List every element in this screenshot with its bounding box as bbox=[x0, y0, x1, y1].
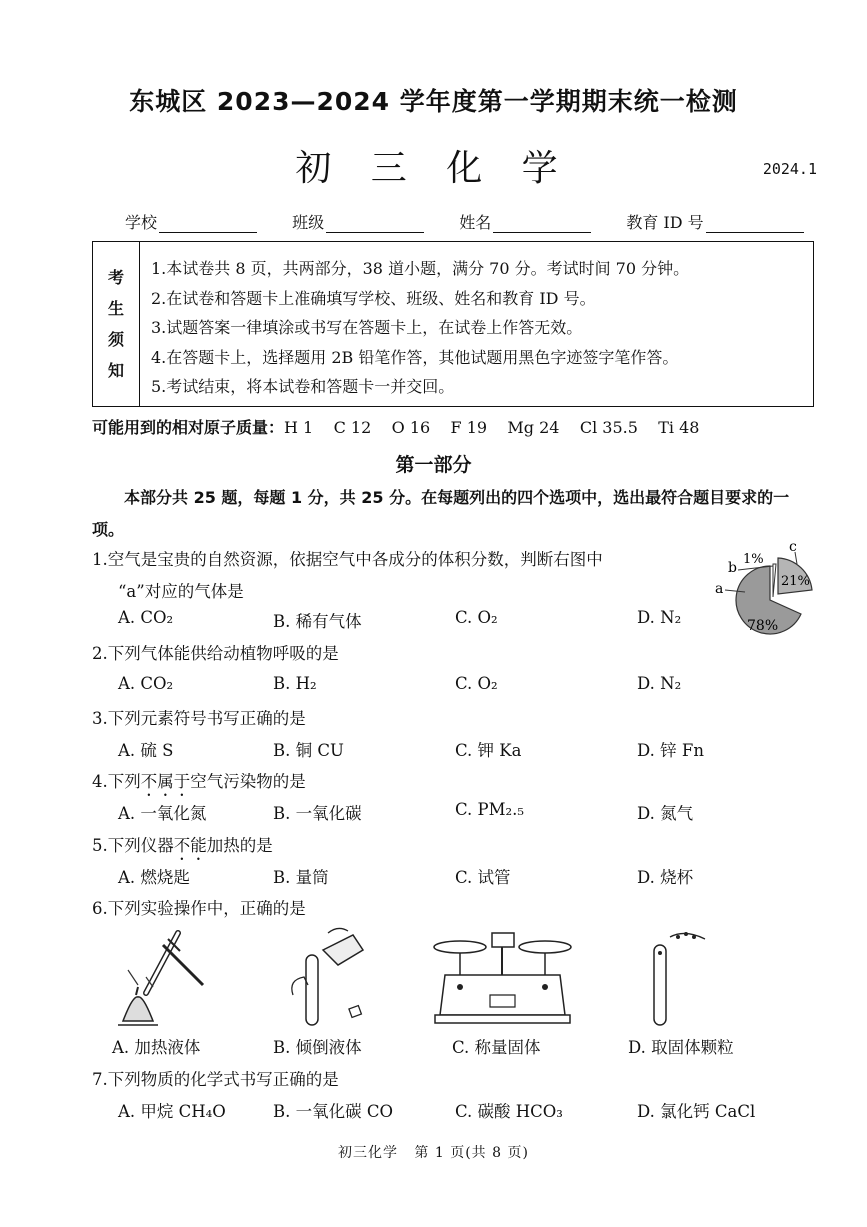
q2-option-b[interactable]: B. H₂ bbox=[273, 674, 317, 693]
school-field[interactable] bbox=[125, 210, 257, 233]
subject-title: 初 三 化 学 bbox=[295, 148, 572, 189]
q4-option-a[interactable]: A. 一氧化氮 bbox=[118, 804, 207, 823]
q5-option-d[interactable]: D. 烧杯 bbox=[637, 868, 694, 887]
q5-stem bbox=[92, 832, 273, 864]
q6-option-c[interactable]: C. 称量固体 bbox=[452, 1038, 541, 1057]
class-label: 班级 bbox=[292, 213, 325, 232]
exam-title: 东城区 2023—2024 学年度第一学期期末统一检测 bbox=[129, 87, 738, 116]
label-a: a bbox=[715, 581, 724, 597]
q4-stem-post: 空气污染物的是 bbox=[190, 772, 306, 791]
q2-stem: 2.下列气体能供给动植物呼吸的是 bbox=[92, 644, 339, 663]
education-id-field[interactable] bbox=[626, 210, 803, 233]
pie-sector-b bbox=[773, 564, 776, 597]
school-label: 学校 bbox=[125, 213, 158, 232]
notice-label-char: 考 bbox=[107, 268, 124, 287]
part-one-title: 第一部分 bbox=[395, 454, 472, 476]
q4-stem bbox=[92, 768, 306, 800]
q3-option-b[interactable]: B. 铜 CU bbox=[273, 741, 344, 760]
q1-option-b[interactable]: B. 稀有气体 bbox=[273, 612, 362, 631]
pct-a: 78% bbox=[747, 618, 779, 634]
notice-items bbox=[151, 254, 689, 402]
taking-solid-granules-illustration bbox=[630, 925, 730, 1035]
atomic-mass-line bbox=[92, 415, 699, 438]
class-field[interactable] bbox=[292, 210, 424, 233]
student-info-fields bbox=[125, 210, 804, 233]
q3-stem: 3.下列元素符号书写正确的是 bbox=[92, 709, 306, 728]
q6-option-d[interactable]: D. 取固体颗粒 bbox=[628, 1038, 734, 1057]
pouring-liquid-illustration bbox=[268, 925, 378, 1035]
q7-option-b[interactable]: B. 一氧化碳 CO bbox=[273, 1102, 394, 1121]
q7-option-c[interactable]: C. 碳酸 HCO₃ bbox=[455, 1102, 563, 1121]
name-label: 姓名 bbox=[459, 213, 492, 232]
q3-option-c[interactable]: C. 钾 Ka bbox=[455, 741, 522, 760]
heating-liquid-illustration bbox=[108, 925, 218, 1035]
q1-option-a[interactable]: A. CO₂ bbox=[118, 608, 174, 627]
q3-option-a[interactable]: A. 硫 S bbox=[118, 741, 174, 760]
notice-label-char: 生 bbox=[107, 299, 124, 318]
q1-stem-line1: 1.空气是宝贵的自然资源，依据空气中各成分的体积分数，判断右图中 bbox=[92, 550, 603, 569]
label-c: c bbox=[789, 540, 797, 555]
q3-option-d[interactable]: D. 锌 Fn bbox=[637, 741, 704, 760]
q4-option-b[interactable]: B. 一氧化碳 bbox=[273, 804, 362, 823]
notice-label-char: 知 bbox=[107, 361, 124, 380]
weighing-solid-illustration bbox=[430, 925, 575, 1035]
exam-notice-box bbox=[92, 241, 814, 407]
q6-stem: 6.下列实验操作中，正确的是 bbox=[92, 899, 306, 918]
label-b: b bbox=[728, 560, 737, 576]
q7-option-a[interactable]: A. 甲烷 CH₄O bbox=[118, 1102, 226, 1121]
q6-option-b[interactable]: B. 倾倒液体 bbox=[273, 1038, 362, 1057]
notice-item: 5.考试结束，将本试卷和答题卡一并交回。 bbox=[151, 377, 455, 396]
atomic-mass-values: H 1 C 12 O 16 F 19 Mg 24 Cl 35.5 Ti 48 bbox=[284, 418, 700, 437]
q6-option-a[interactable]: A. 加热液体 bbox=[112, 1038, 201, 1057]
education-id-label: 教育 ID 号 bbox=[626, 213, 704, 232]
pct-b: 1% bbox=[743, 552, 764, 567]
notice-item: 1.本试卷共 8 页，共两部分，38 道小题，满分 70 分。考试时间 70 分钟。 bbox=[151, 259, 690, 278]
q4-stem-emphasis: 不属于 bbox=[140, 772, 191, 791]
q5-stem-post: 加热的是 bbox=[206, 836, 273, 855]
q7-stem: 7.下列物质的化学式书写正确的是 bbox=[92, 1070, 339, 1089]
notice-item: 2.在试卷和答题卡上准确填写学校、班级、姓名和教育 ID 号。 bbox=[151, 288, 596, 308]
q5-option-c[interactable]: C. 试管 bbox=[455, 868, 511, 887]
notice-label-char: 须 bbox=[107, 330, 124, 349]
q5-stem-emphasis: 不能 bbox=[173, 836, 207, 855]
q2-option-d[interactable]: D. N₂ bbox=[637, 674, 682, 693]
q4-option-d[interactable]: D. 氮气 bbox=[637, 804, 694, 823]
notice-label bbox=[93, 242, 140, 406]
notice-item: 3.试题答案一律填涂或书写在答题卡上，在试卷上作答无效。 bbox=[151, 318, 583, 337]
q1-option-d[interactable]: D. N₂ bbox=[637, 608, 682, 627]
atomic-mass-label: 可能用到的相对原子质量： bbox=[92, 418, 285, 437]
exam-date: 2024.1 bbox=[762, 160, 817, 178]
q4-stem-pre: 4.下列 bbox=[92, 772, 141, 791]
part-one-instructions: 本部分共 25 题，每题 1 分，共 25 分。在每题列出的四个选项中，选出最符合题目要求的一项。 bbox=[92, 488, 790, 539]
q2-option-a[interactable]: A. CO₂ bbox=[118, 674, 174, 693]
air-composition-pie-figure bbox=[705, 540, 825, 655]
name-field[interactable] bbox=[459, 210, 591, 233]
q5-option-b[interactable]: B. 量筒 bbox=[273, 868, 329, 887]
q1-option-c[interactable]: C. O₂ bbox=[455, 608, 498, 627]
q5-stem-pre: 5.下列仪器 bbox=[92, 836, 174, 855]
q1-stem-line2: “a”对应的气体是 bbox=[118, 582, 244, 601]
q5-option-a[interactable]: A. 燃烧匙 bbox=[118, 868, 190, 887]
q7-option-d[interactable]: D. 氯化钙 CaCl bbox=[637, 1102, 756, 1121]
notice-item: 4.在答题卡上，选择题用 2B 铅笔作答，其他试题用黑色字迹签字笔作答。 bbox=[151, 347, 679, 367]
pct-c: 21% bbox=[781, 574, 810, 589]
q2-option-c[interactable]: C. O₂ bbox=[455, 674, 498, 693]
q4-option-c[interactable]: C. PM₂.₅ bbox=[455, 800, 524, 819]
page-footer: 初三化学 第 1 页(共 8 页) bbox=[338, 1145, 529, 1161]
